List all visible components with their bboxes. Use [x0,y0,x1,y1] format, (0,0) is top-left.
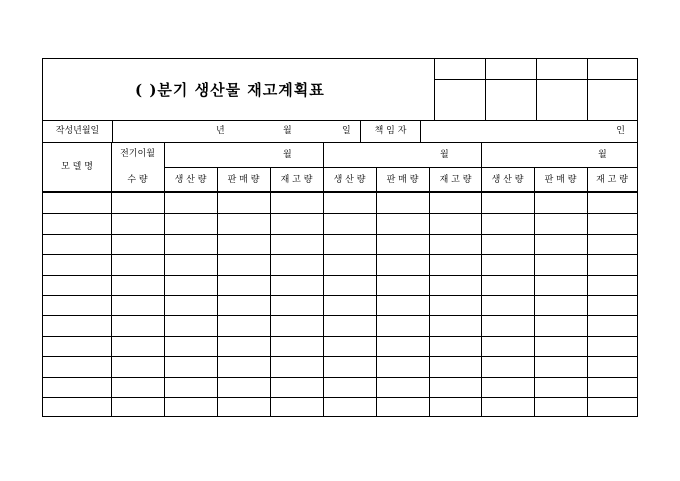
model-label: 모 델 명 [61,162,93,172]
col-stock: 재 고 량 [439,175,472,185]
row-line [43,275,637,276]
col-stock: 재 고 량 [596,175,628,185]
day-unit: 일 [342,126,351,136]
month-2-label: 월 [440,150,449,160]
col-sales: 판 매 량 [227,175,260,185]
title-area [43,59,435,121]
grid-line [376,167,377,417]
row-line [43,295,637,296]
carry-qty-label: 수 량 [127,175,148,185]
grid-line [270,167,271,417]
grid-line [534,167,535,417]
header-divider [164,167,637,168]
approval-box-4[interactable] [588,59,638,120]
carry-label: 전기이월 [120,149,155,159]
row-line [43,234,637,235]
grid-line [587,167,588,417]
info-row [43,121,637,143]
month-unit: 월 [283,126,292,136]
row-line [43,336,637,337]
date-label: 작성년월일 [43,121,113,142]
col-sales: 판 매 량 [544,175,577,185]
col-production: 생 산 량 [491,175,524,185]
col-production: 생 산 량 [333,175,366,185]
inventory-plan-form [42,58,638,417]
approval-box-3[interactable] [537,59,588,120]
header-double-line [43,191,637,193]
manager-field[interactable] [421,121,637,142]
col-production: 생 산 량 [174,175,207,185]
col-sales: 판 매 량 [386,175,419,185]
form-title: ( )분기 생산물 재고계획표 [135,81,325,99]
month-1-label: 월 [283,150,292,160]
date-field[interactable] [113,121,361,142]
approval-box-2[interactable] [486,59,537,120]
row-line [43,377,637,378]
approval-boxes [434,59,638,121]
approval-box-1[interactable] [435,59,486,120]
year-unit: 년 [216,126,225,136]
grid-line [323,143,324,417]
row-line [43,397,637,398]
grid-line [111,143,112,417]
col-stock: 재 고 량 [280,175,313,185]
manager-label: 책 임 자 [361,121,421,142]
month-3-label: 월 [598,150,607,160]
grid-line [217,167,218,417]
grid-line [164,143,165,417]
row-line [43,213,637,214]
grid-line [429,167,430,417]
row-line [43,315,637,316]
grid-line [481,143,482,417]
row-line [43,254,637,255]
seal-unit: 인 [616,126,625,136]
row-line [43,356,637,357]
approval-divider [435,79,638,80]
